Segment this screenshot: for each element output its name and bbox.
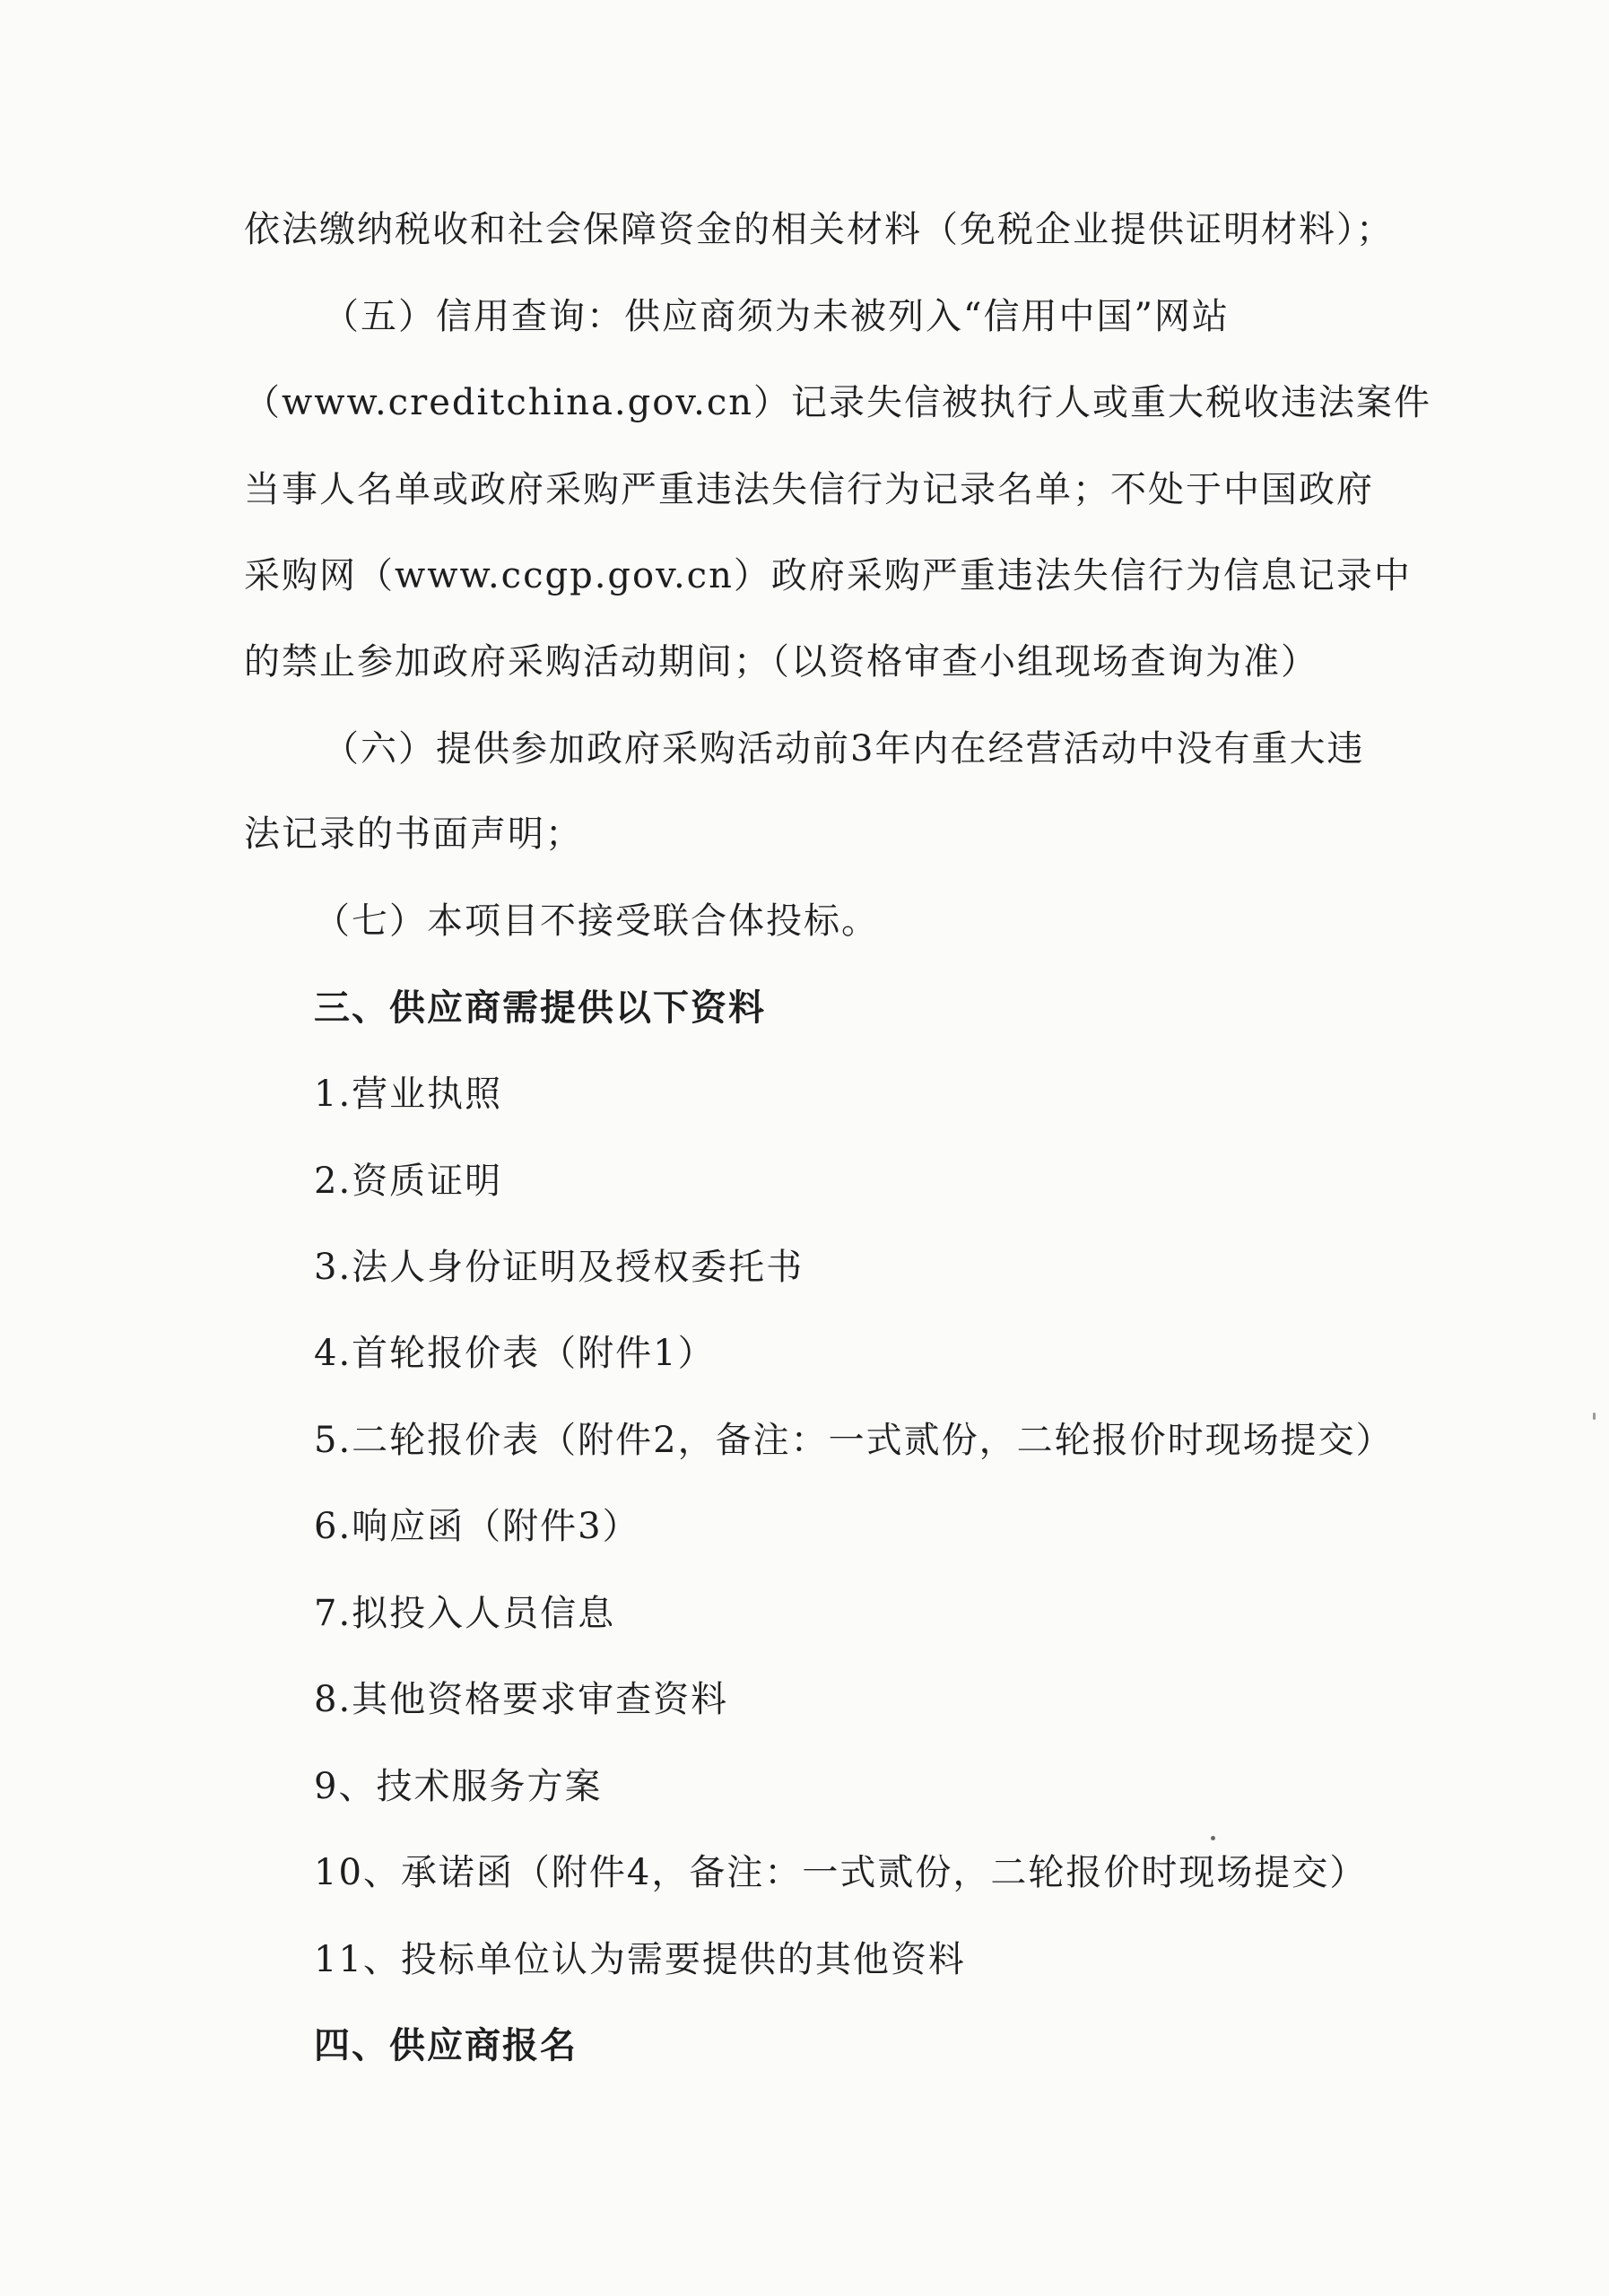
list-item: 1.营业执照 bbox=[314, 1074, 503, 1115]
list-item: 2.资质证明 bbox=[314, 1161, 503, 1202]
section-heading: 四、供应商报名 bbox=[314, 2025, 578, 2066]
list-item: 5.二轮报价表（附件2，备注：一式贰份，二轮报价时现场提交） bbox=[314, 1420, 1394, 1461]
paragraph-line: 法记录的书面声明； bbox=[244, 813, 583, 855]
scan-speck bbox=[1593, 1413, 1596, 1420]
section-heading: 三、供应商需提供以下资料 bbox=[314, 987, 766, 1029]
list-item: 11、投标单位认为需要提供的其他资料 bbox=[314, 1939, 966, 1980]
list-item: 9、技术服务方案 bbox=[314, 1766, 603, 1807]
paragraph-line: （七）本项目不接受联合体投标。 bbox=[314, 900, 879, 942]
list-item: 7.拟投入人员信息 bbox=[314, 1593, 616, 1634]
paragraph-line: （六）提供参加政府采购活动前3年内在经营活动中没有重大违 bbox=[323, 728, 1365, 770]
list-item: 6.响应函（附件3） bbox=[314, 1506, 640, 1547]
scan-speck bbox=[1211, 1836, 1215, 1840]
paragraph-line: 的禁止参加政府采购活动期间；（以资格审查小组现场查询为准） bbox=[244, 641, 1318, 683]
list-item: 10、承诺函（附件4，备注：一式贰份，二轮报价时现场提交） bbox=[314, 1852, 1368, 1893]
paragraph-line: （www.creditchina.gov.cn）记录失信被执行人或重大税收违法案件 bbox=[244, 382, 1432, 423]
paragraph-line: 采购网（www.ccgp.gov.cn）政府采购严重违法失信行为信息记录中 bbox=[244, 555, 1412, 596]
paragraph-line: 当事人名单或政府采购严重违法失信行为记录名单；不处于中国政府 bbox=[244, 469, 1374, 510]
list-item: 8.其他资格要求审查资料 bbox=[314, 1679, 729, 1720]
list-item: 3.法人身份证明及授权委托书 bbox=[314, 1247, 804, 1288]
paragraph-line: （五）信用查询：供应商须为未被列入“信用中国”网站 bbox=[323, 296, 1230, 337]
paragraph-line: 依法缴纳税收和社会保障资金的相关材料（免税企业提供证明材料）； bbox=[244, 209, 1394, 250]
list-item: 4.首轮报价表（附件1） bbox=[314, 1333, 716, 1374]
